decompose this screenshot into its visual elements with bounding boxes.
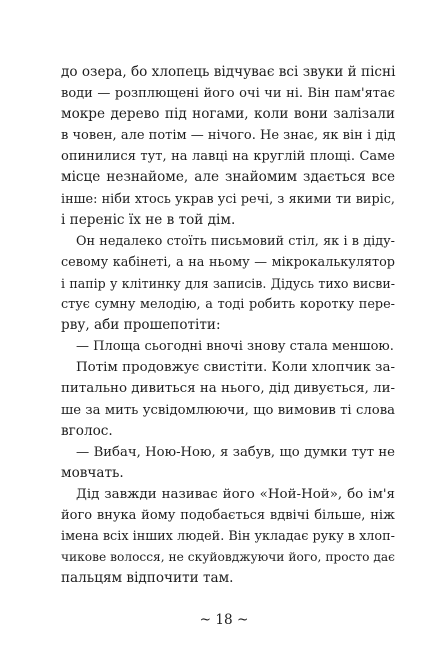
text-line: імена всіх інших людей. Він укладає руку в хлоп- — [61, 529, 395, 545]
text-line: в човен, але потім — нічого. Не знає, як він і дід — [61, 128, 396, 144]
text-line: води — розплющені його очі чи ні. Він пам'ятає — [61, 86, 395, 102]
text-line: мовчать. — [61, 464, 124, 481]
text-line: стує сумну мелодію, а тоді робить коротку пере- — [61, 297, 395, 313]
text-line: і папір у клітинку для записів. Дідусь тихо висви- — [61, 275, 395, 291]
text-line: рву, аби прошепотіти: — [61, 317, 221, 334]
text-line: чикове волосся, не скуйовджуючи його, просто дає — [61, 550, 395, 565]
text-line: його внука йому подобається вдвічі більше, ніж — [61, 507, 395, 523]
page-number: ~ 18 ~ — [199, 612, 249, 628]
text-line: Дід завжди називає його «Ной-Ной», бо ім'я — [76, 486, 395, 502]
text-line: Он недалеко стоїть письмовий стіл, як і в діду- — [76, 233, 395, 249]
text-line: вголос. — [61, 422, 113, 439]
text-line: місце незнайоме, але знайомим здається все — [61, 169, 395, 186]
text-line: до озера, бо хлопець відчуває всі звуки й пісні — [61, 64, 396, 80]
text-line: пальцям відпочити там. — [61, 570, 234, 587]
text-line: інше: ніби хтось украв усі речі, з якими ти виріс, — [61, 191, 395, 207]
body-text — [61, 62, 395, 589]
text-line: — Площа сьогодні вночі знову стала меншою. — [76, 339, 394, 355]
text-line: і переніс їх не в той дім. — [61, 211, 236, 228]
text-line: опинилися тут, на лавці на круглій площі. Саме — [61, 149, 395, 165]
text-line: севому кабінеті, а на ньому — мікрокалькулятор — [61, 254, 395, 270]
text-line: Потім продовжує свистіти. Коли хлопчик за- — [76, 360, 395, 376]
text-line: питально дивиться на нього, дід дивується, ли- — [61, 381, 396, 397]
text-line: мокре дерево під ногами, коли вони залізали — [61, 106, 395, 123]
text-line: — Вибач, Ною-Ною, я забув, що думки тут не — [76, 444, 395, 460]
text-line: ше за мить усвідомлюючи, що вимовив ті слова — [61, 402, 395, 418]
